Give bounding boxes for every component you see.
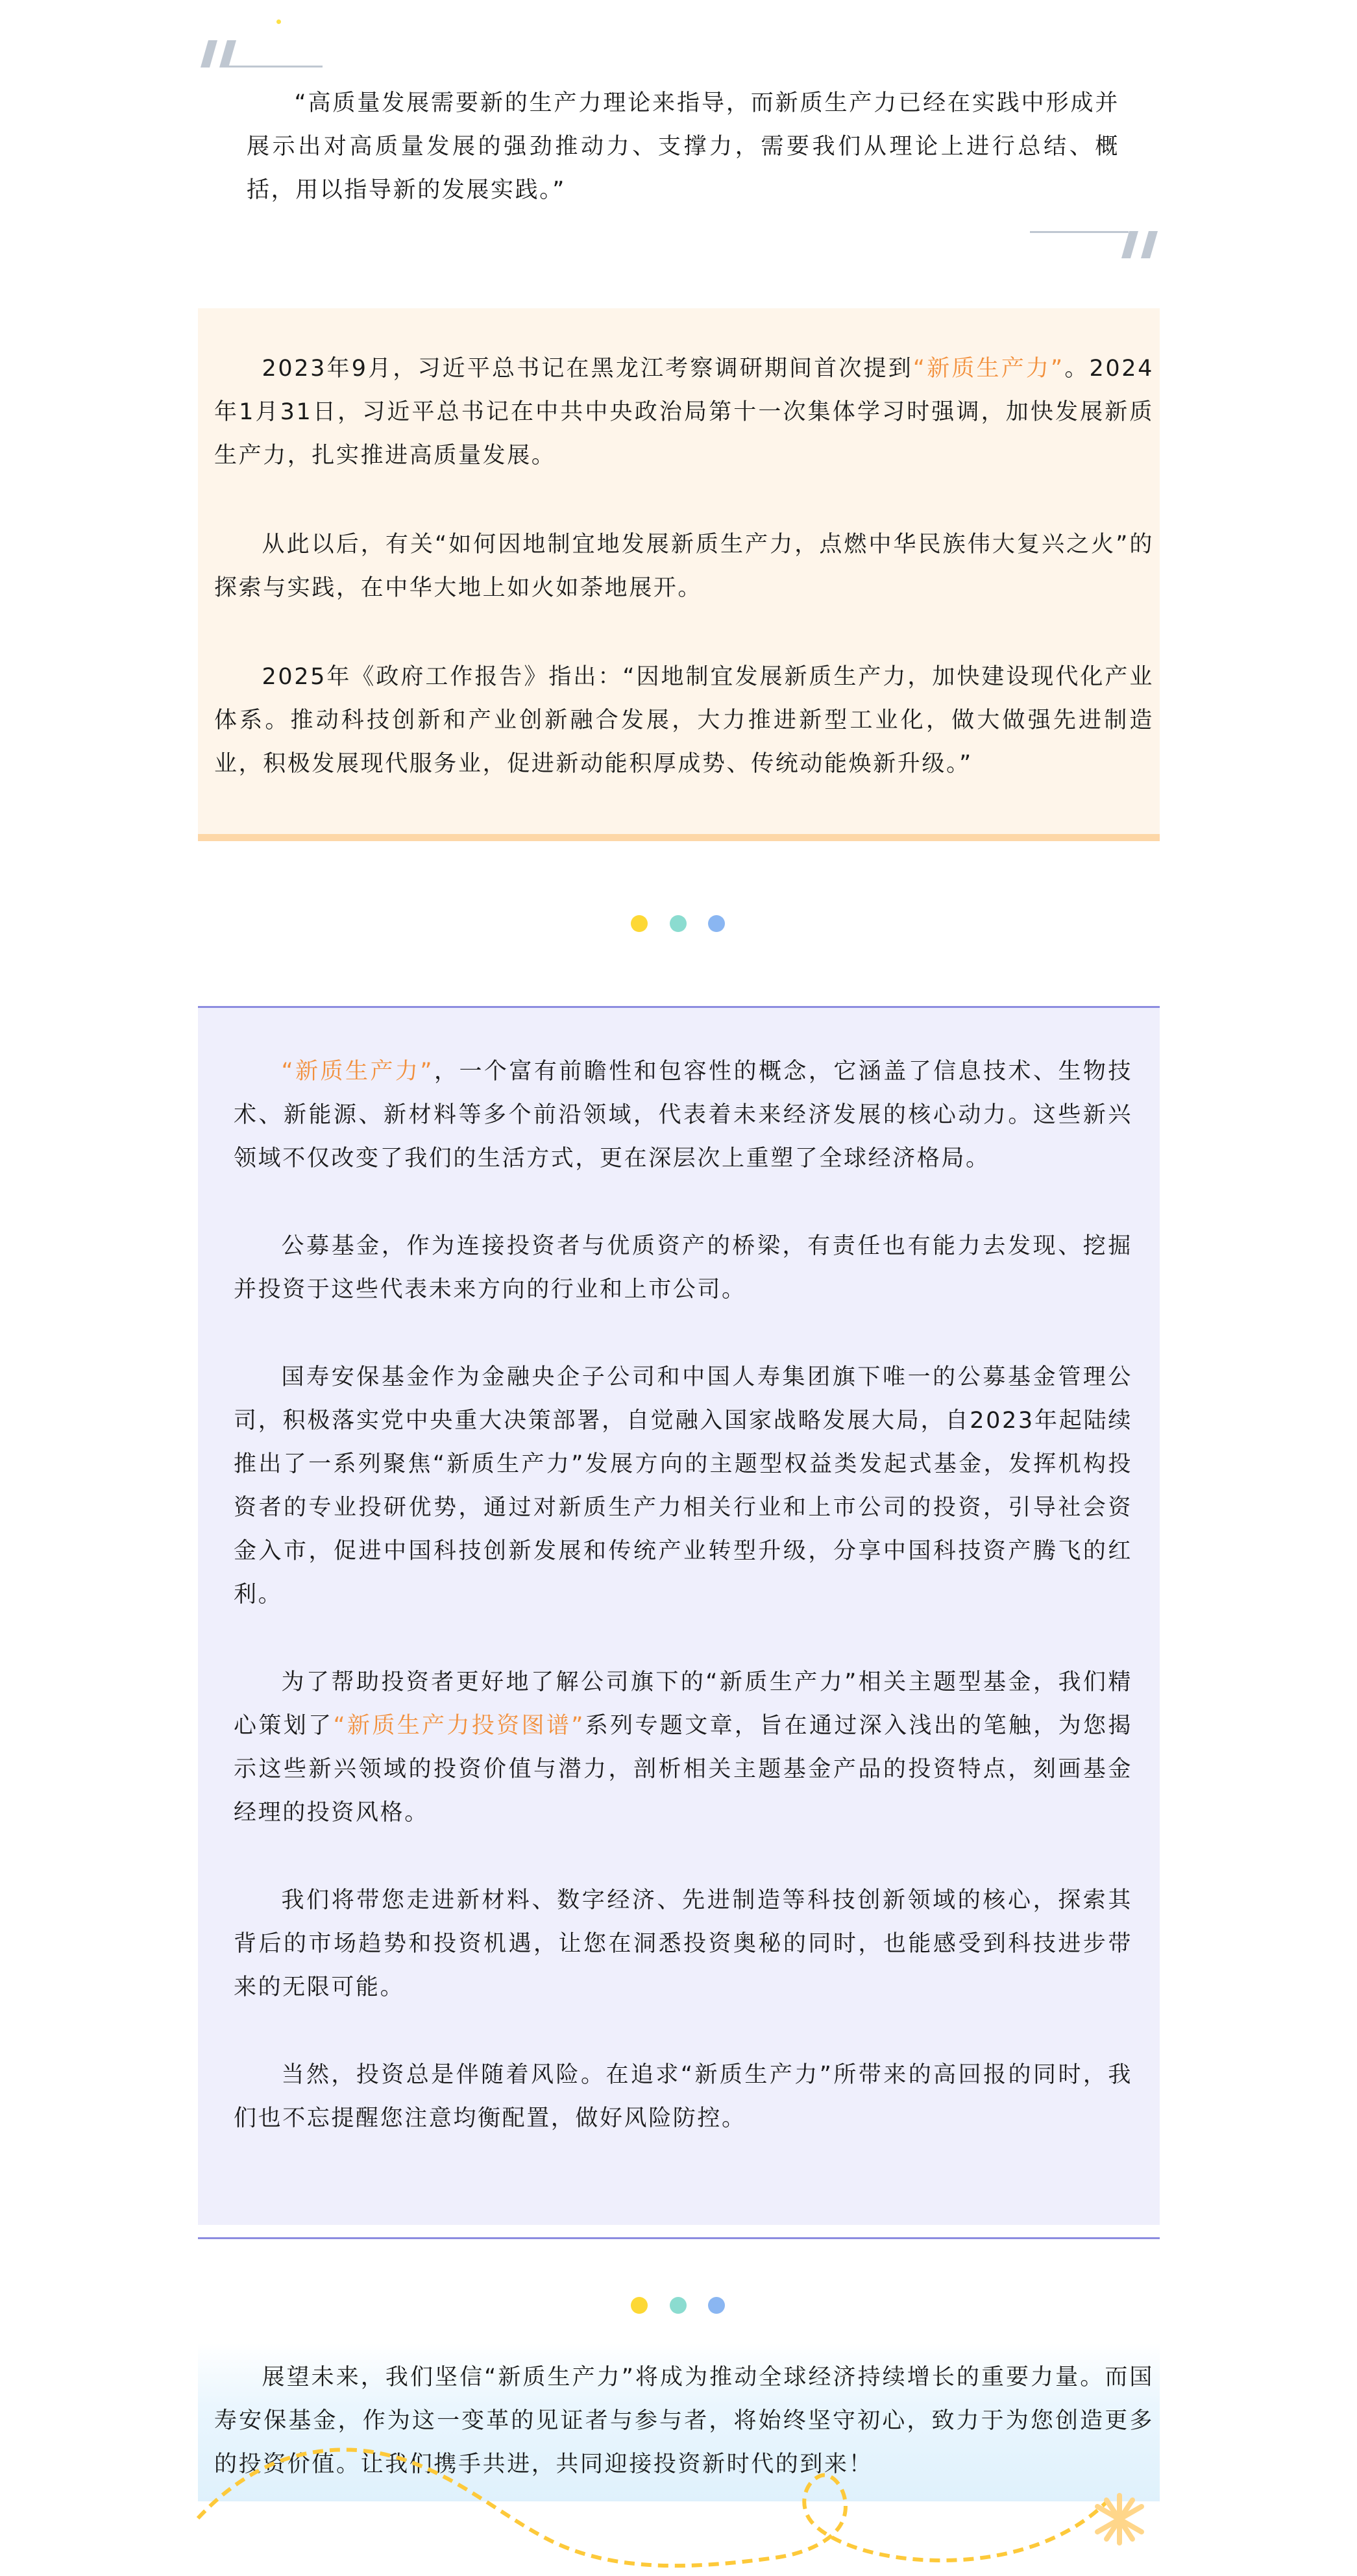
open-quote-mark-icon bbox=[198, 39, 328, 71]
intro-paragraph-1 bbox=[214, 347, 1154, 478]
divider-dots bbox=[631, 2297, 725, 2314]
yellow-dot bbox=[631, 2297, 648, 2314]
intro-paragraph-3: 2025年《政府工作报告》指出：“因地制宜发展新质生产力，加快建设现代化产业体系。推动科技创新和产业创新融合发展，大力推进新型工业化，做大做强先进制造业，积极发展现代服务业，促进新动能积厚成势、传统动能焕新升级。” bbox=[214, 664, 1154, 777]
highlight-keyword: “新质生产力” bbox=[281, 1059, 434, 1085]
main-paragraph-4 bbox=[234, 1661, 1132, 1835]
close-quote-mark-icon bbox=[1029, 228, 1162, 261]
decorative-dot bbox=[276, 19, 281, 24]
intro-paragraph-2: 从此以后，有关“如何因地制宜地发展新质生产力，点燃中华民族伟大复兴之火”的探索与实践，在中华大地上如火如荼地展开。 bbox=[214, 532, 1154, 601]
blue-dot bbox=[708, 915, 725, 932]
dashed-wave-decoration-icon bbox=[195, 2440, 1188, 2576]
main-text: 为了帮助投资者更好地了解公司旗下的“新质生产力”相关主题型基金，我们精心策划了 bbox=[234, 1669, 1132, 1739]
section-divider-line bbox=[198, 2237, 1160, 2239]
main-paragraph-6: 当然，投资总是伴随着风险。在追求“新质生产力”所带来的高回报的同时，我们也不忘提醒您注意均衡配置，做好风险防控。 bbox=[234, 2062, 1132, 2131]
yellow-dot bbox=[631, 915, 648, 932]
intro-text: 。2024年1月31日，习近平总书记在中共中央政治局第十一次集体学习时强调，加快发展新质生产力，扎实推进高质量发展。 bbox=[214, 356, 1154, 469]
series-title-highlight: “新质生产力投资图谱” bbox=[333, 1713, 585, 1739]
main-text: ，一个富有前瞻性和包容性的概念，它涵盖了信息技术、生物技术、新能源、新材料等多个前沿领域，代表着未来经济发展的核心动力。这些新兴领域不仅改变了我们的生活方式，更在深层次上重塑了全球经济格局。 bbox=[234, 1059, 1132, 1171]
intro-text: 2023年9月，习近平总书记在黑龙江考察调研期间首次提到 bbox=[262, 356, 913, 382]
blue-dot bbox=[708, 2297, 725, 2314]
main-paragraph-2: 公募基金，作为连接投资者与优质资产的桥梁，有责任也有能力去发现、挖掘并投资于这些代表未来方向的行业和上市公司。 bbox=[234, 1233, 1132, 1303]
highlight-keyword: “新质生产力” bbox=[912, 356, 1064, 382]
divider-dots bbox=[631, 915, 725, 932]
main-paragraph-3: 国寿安保基金作为金融央企子公司和中国人寿集团旗下唯一的公募基金管理公司，积极落实党中央重大决策部署，自觉融入国家战略发展大局，自2023年起陆续推出了一系列聚焦“新质生产力”发展方向的主题型权益类发起式基金，发挥机构投资者的专业投研优势，通过对新质生产力相关行业和上市公司的投资，引导社会资金入市，促进中国科技创新发展和传统产业转型升级，分享中国科技资产腾飞的红利。 bbox=[234, 1364, 1133, 1608]
closing-paragraph: 展望未来，我们坚信“新质生产力”将成为推动全球经济持续增长的重要力量。而国寿安保基金，作为这一变革的见证者与参与者，将始终坚守初心，致力于为您创造更多的投资价值。让我们携手共进，共同迎接投资新时代的到来！ bbox=[214, 2364, 1154, 2477]
quote-text: “高质量发展需要新的生产力理论来指导，而新质生产力已经在实践中形成并展示出对高质量发展的强劲推动力、支撑力，需要我们从理论上进行总结、概括，用以指导新的发展实践。” bbox=[247, 90, 1119, 203]
main-section bbox=[198, 1006, 1160, 2225]
main-text: 系列专题文章，旨在通过深入浅出的笔触，为您揭示这些新兴领域的投资价值与潜力，剖析相关主题基金产品的投资特点，刻画基金经理的投资风格。 bbox=[234, 1713, 1133, 1826]
teal-dot bbox=[670, 915, 687, 932]
intro-section bbox=[198, 308, 1160, 841]
teal-dot bbox=[670, 2297, 687, 2314]
main-paragraph-1 bbox=[234, 1050, 1132, 1181]
main-paragraph-5: 我们将带您走进新材料、数字经济、先进制造等科技创新领域的核心，探索其背后的市场趋势和投资机遇，让您在洞悉投资奥秘的同时，也能感受到科技进步带来的无限可能。 bbox=[234, 1887, 1132, 2000]
